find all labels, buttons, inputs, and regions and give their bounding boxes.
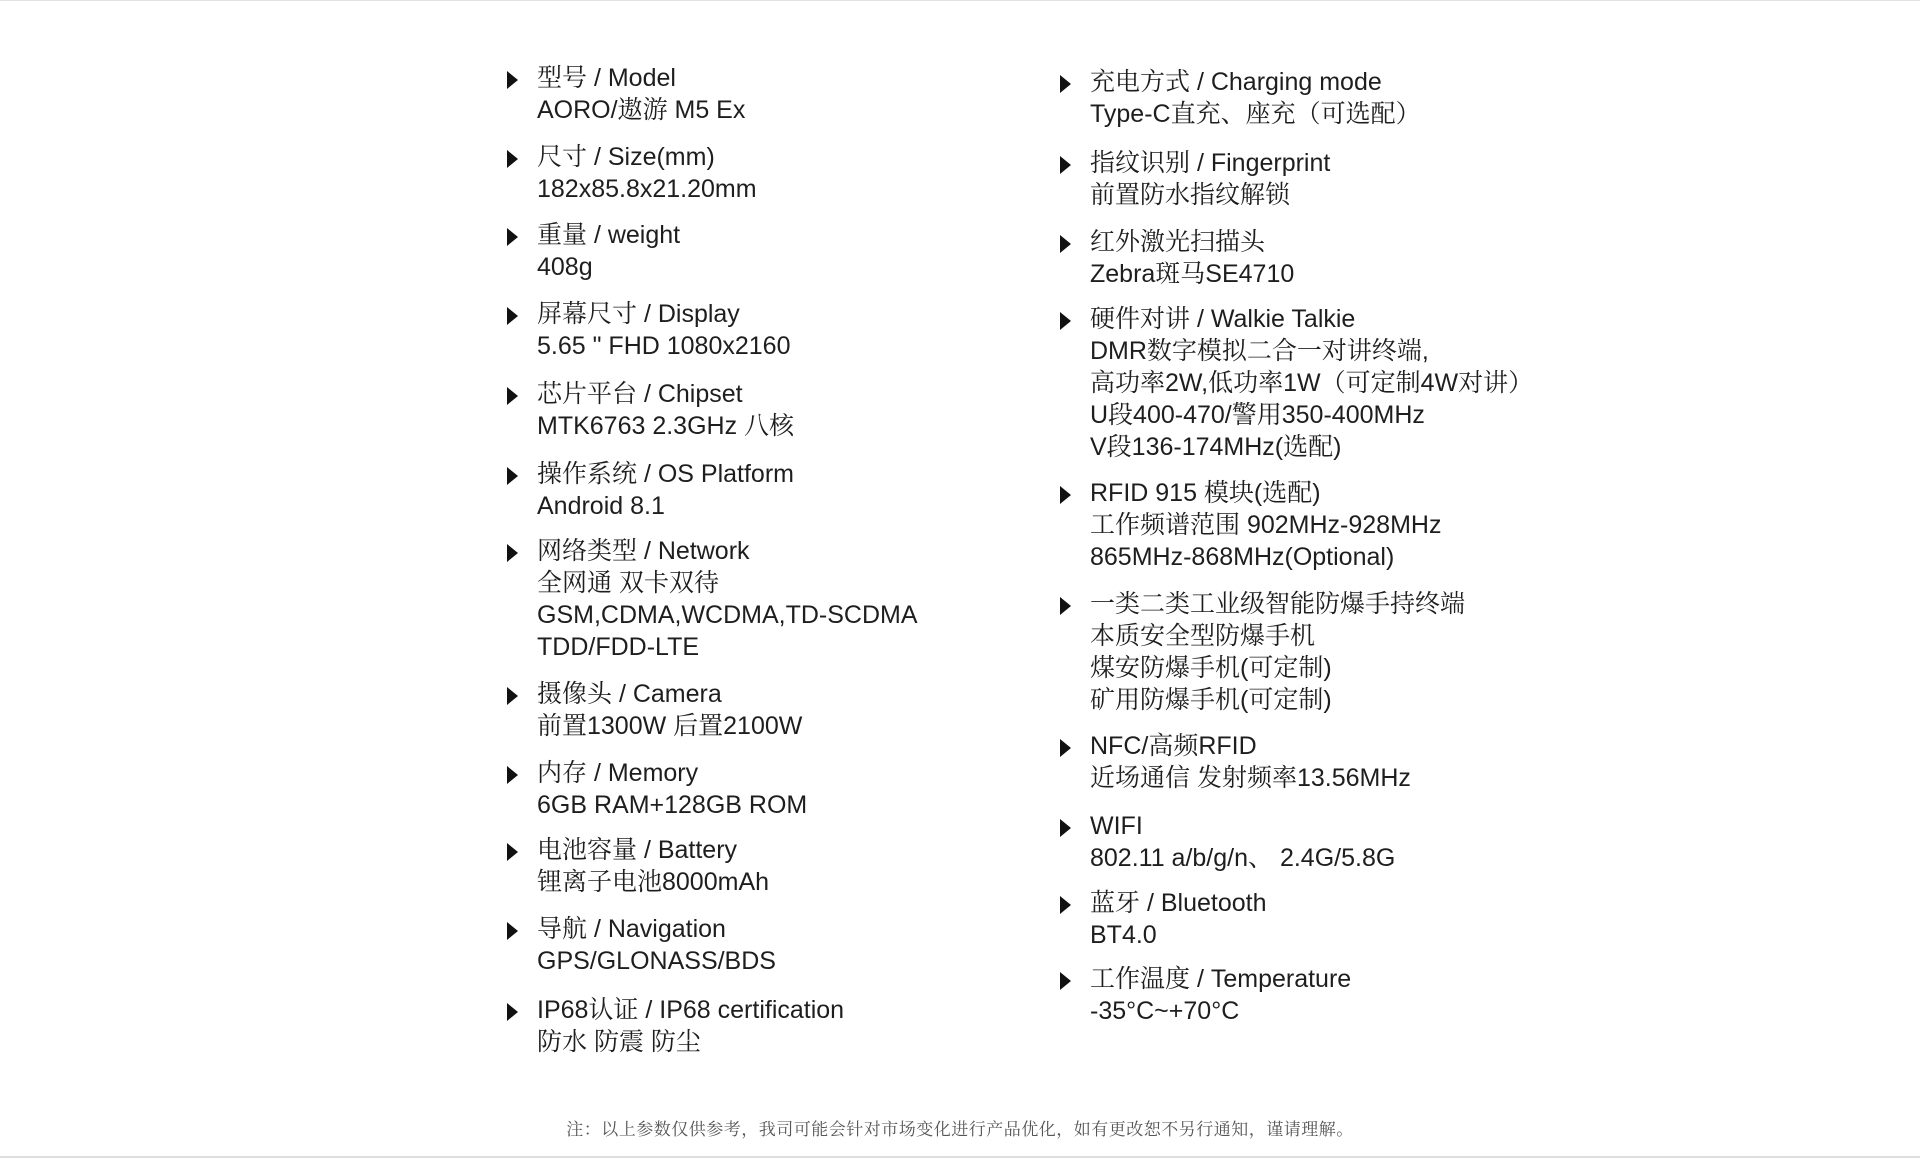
bullet-triangle-icon xyxy=(1060,739,1071,757)
bullet-triangle-icon xyxy=(1060,75,1071,93)
spec-title: 硬件对讲 / Walkie Talkie xyxy=(1090,305,1356,333)
spec-title: 摄像头 / Camera xyxy=(537,680,722,708)
spec-value: Android 8.1 xyxy=(537,492,665,520)
spec-value: 本质安全型防爆手机 xyxy=(1090,622,1316,650)
bullet-triangle-icon xyxy=(507,922,518,940)
spec-title: 电池容量 / Battery xyxy=(537,836,738,864)
bullet-triangle-icon xyxy=(507,467,518,485)
bullet-triangle-icon xyxy=(1060,896,1071,914)
bullet-triangle-icon xyxy=(1060,597,1071,615)
spec-title: 重量 / weight xyxy=(537,221,681,249)
spec-value: 408g xyxy=(537,253,593,281)
spec-value: 6GB RAM+128GB ROM xyxy=(537,791,808,819)
bullet-triangle-icon xyxy=(507,544,518,562)
spec-value: 近场通信 发射频率13.56MHz xyxy=(1090,764,1411,792)
bullet-triangle-icon xyxy=(507,843,518,861)
spec-value: 前置防水指纹解锁 xyxy=(1090,181,1291,209)
spec-value: 前置1300W 后置2100W xyxy=(537,712,803,740)
spec-value: DMR数字模拟二合一对讲终端, xyxy=(1090,337,1429,365)
bullet-triangle-icon xyxy=(507,1003,518,1021)
bullet-triangle-icon xyxy=(507,228,518,246)
spec-value: 全网通 双卡双待 xyxy=(537,569,719,597)
spec-value: AORO/遨游 M5 Ex xyxy=(537,96,746,124)
spec-value: 煤安防爆手机(可定制) xyxy=(1090,654,1332,682)
spec-title: IP68认证 / IP68 certification xyxy=(537,996,845,1024)
spec-title: 导航 / Navigation xyxy=(537,915,726,943)
spec-title: 一类二类工业级智能防爆手持终端 xyxy=(1090,590,1466,618)
bullet-triangle-icon xyxy=(507,150,518,168)
spec-value: 182x85.8x21.20mm xyxy=(537,175,757,203)
bullet-triangle-icon xyxy=(507,387,518,405)
bullet-triangle-icon xyxy=(507,307,518,325)
spec-title: 指纹识别 / Fingerprint xyxy=(1090,149,1331,177)
spec-title: 内存 / Memory xyxy=(537,759,699,787)
spec-title: 型号 / Model xyxy=(537,64,676,92)
spec-title: 充电方式 / Charging mode xyxy=(1090,68,1382,96)
spec-value: 802.11 a/b/g/n、 2.4G/5.8G xyxy=(1090,844,1396,872)
spec-value: BT4.0 xyxy=(1090,921,1157,949)
spec-value: 矿用防爆手机(可定制) xyxy=(1090,686,1332,714)
spec-value: Type-C直充、座充（可选配） xyxy=(1090,100,1421,128)
bullet-triangle-icon xyxy=(1060,235,1071,253)
spec-value: 防水 防震 防尘 xyxy=(537,1028,701,1056)
bullet-triangle-icon xyxy=(1060,486,1071,504)
disclaimer-footnote: 注：以上参数仅供参考，我司可能会针对市场变化进行产品优化，如有更改恕不另行通知，谨请理解。 xyxy=(566,1120,1354,1139)
spec-value: U段400-470/警用350-400MHz xyxy=(1090,401,1425,429)
top-divider xyxy=(0,0,1920,1)
spec-title: 工作温度 / Temperature xyxy=(1090,965,1352,993)
spec-value: V段136-174MHz(选配) xyxy=(1090,433,1342,461)
spec-title: RFID 915 模块(选配) xyxy=(1090,479,1321,507)
spec-value: MTK6763 2.3GHz 八核 xyxy=(537,412,795,440)
bullet-triangle-icon xyxy=(507,687,518,705)
spec-value: GPS/GLONASS/BDS xyxy=(537,947,776,975)
spec-value: 工作频谱范围 902MHz-928MHz xyxy=(1090,511,1442,539)
spec-value: Zebra斑马SE4710 xyxy=(1090,260,1295,288)
spec-value: 865MHz-868MHz(Optional) xyxy=(1090,543,1395,571)
spec-title: 操作系统 / OS Platform xyxy=(537,460,794,488)
spec-value: 锂离子电池8000mAh xyxy=(537,868,770,896)
bullet-triangle-icon xyxy=(1060,972,1071,990)
spec-title: 网络类型 / Network xyxy=(537,537,750,565)
spec-value: GSM,CDMA,WCDMA,TD-SCDMA xyxy=(537,601,918,629)
spec-value: 5.65 " FHD 1080x2160 xyxy=(537,332,791,360)
bullet-triangle-icon xyxy=(507,71,518,89)
bullet-triangle-icon xyxy=(507,766,518,784)
spec-value: 高功率2W,低功率1W（可定制4W对讲） xyxy=(1090,369,1534,397)
spec-value: -35°C~+70°C xyxy=(1090,997,1240,1025)
spec-title: 蓝牙 / Bluetooth xyxy=(1090,889,1267,917)
spec-value: TDD/FDD-LTE xyxy=(537,633,700,661)
bullet-triangle-icon xyxy=(1060,819,1071,837)
spec-title: 红外激光扫描头 xyxy=(1090,228,1266,256)
spec-title: 芯片平台 / Chipset xyxy=(537,380,743,408)
spec-title: NFC/高频RFID xyxy=(1090,732,1257,760)
spec-title: 屏幕尺寸 / Display xyxy=(537,300,740,328)
bullet-triangle-icon xyxy=(1060,312,1071,330)
bullet-triangle-icon xyxy=(1060,156,1071,174)
spec-title: WIFI xyxy=(1090,812,1143,840)
spec-title: 尺寸 / Size(mm) xyxy=(537,143,715,171)
